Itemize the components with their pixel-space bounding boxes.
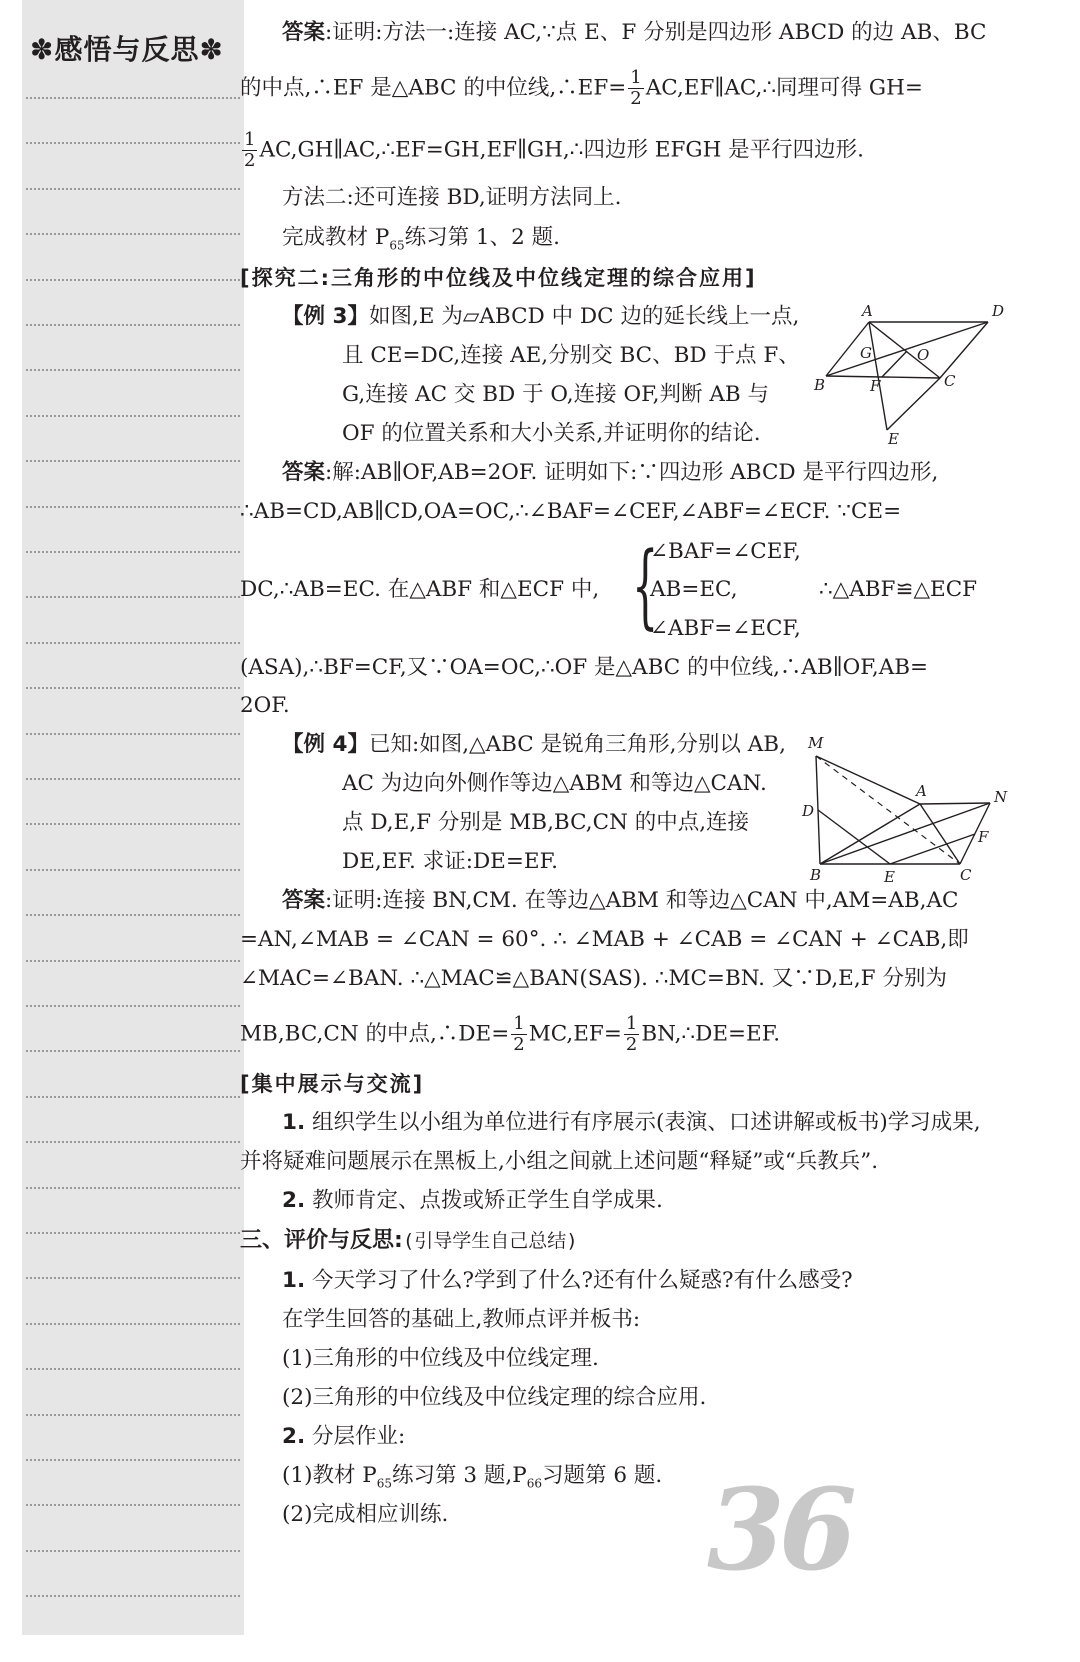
text-seg: AC,EF∥AC,∴同理可得 GH=	[645, 75, 923, 101]
note-line	[26, 642, 240, 644]
answer-3-line-2: ∴AB=CD,AB∥CD,OA=OC,∴∠BAF=∠CEF,∠ABF=∠ECF. ∵CE=	[240, 499, 902, 524]
answer-4-line-4	[240, 1014, 780, 1055]
text-seg: 完成教材 P	[282, 225, 390, 250]
note-line	[26, 1459, 240, 1461]
example-label: 【例 4】	[282, 732, 369, 757]
eval-question-1	[282, 1266, 853, 1296]
answer-3-line-3: DC,∴AB=EC. 在△ABF 和△ECF 中,	[240, 577, 600, 602]
note-line	[26, 1232, 240, 1234]
text-seg: 组织学生以小组为单位进行有序展示(表演、口述讲解或板书)学习成果,	[311, 1110, 981, 1135]
eval-teacher-note: 在学生回答的基础上,教师点评并板书:	[282, 1307, 641, 1332]
answer-1-line-3	[240, 130, 864, 171]
section-subtitle: (引导学生自己总结)	[402, 1230, 578, 1252]
system-eq-1: ∠BAF=∠CEF,	[650, 539, 801, 564]
evaluation-heading	[240, 1226, 578, 1256]
label-D: D	[992, 302, 1005, 320]
example-4-line-1	[282, 730, 786, 760]
label-D: D	[802, 802, 815, 820]
answer-3-line-4: (ASA),∴BF=CF,又∵OA=OC,∴OF 是△ABC 的中位线,∴AB∥OF,AB=	[240, 655, 929, 680]
label-B: B	[814, 376, 826, 394]
fraction-half	[628, 68, 643, 109]
note-line	[26, 1368, 240, 1370]
note-line	[26, 869, 240, 871]
textbook-exercise-line	[282, 223, 560, 260]
example-4-line-3: 点 D,E,F 分别是 MB,BC,CN 的中点,连接	[342, 810, 750, 835]
note-line	[26, 1595, 240, 1597]
label-F: F	[870, 377, 881, 395]
eval-summary-2: (2)三角形的中位线及中位线定理的综合应用.	[282, 1385, 707, 1410]
label-E: E	[884, 868, 895, 886]
homework-item-1	[282, 1461, 662, 1498]
note-line	[26, 596, 240, 598]
text-seg: MC,EF=	[528, 1021, 622, 1047]
label-G: G	[860, 344, 872, 362]
congruence-conclusion: ∴△ABF≌△ECF	[819, 577, 978, 602]
method-two-line: 方法二:还可连接 BD,证明方法同上.	[282, 185, 622, 210]
eval-summary-1: (1)三角形的中位线及中位线定理.	[282, 1346, 599, 1371]
showcase-item-2	[282, 1186, 663, 1216]
note-line	[26, 460, 240, 462]
text-seg: BN,∴DE=EF.	[641, 1021, 781, 1047]
text-seg: 今天学习了什么?学到了什么?还有什么疑惑?有什么感受?	[311, 1268, 853, 1293]
example-3-line-1	[282, 302, 799, 332]
page-number: 36	[707, 1465, 851, 1596]
text-seg: 已知:如图,△ABC 是锐角三角形,分别以 AB,	[368, 732, 786, 757]
parallelogram-figure	[812, 298, 1062, 450]
showcase-item-1-line-2: 并将疑难问题展示在黑板上,小组之间就上述问题“释疑”或“兵教兵”.	[240, 1149, 879, 1174]
note-line	[26, 551, 240, 553]
note-line	[26, 1141, 240, 1143]
page-subscript: 65	[389, 238, 405, 253]
label-B: B	[810, 866, 822, 884]
note-line	[26, 1050, 240, 1052]
sidebar-title: ✽感悟与反思✽	[30, 33, 224, 66]
note-line	[26, 1277, 240, 1279]
answer-3-line-5: 2OF.	[240, 693, 290, 718]
example-4-line-4: DE,EF. 求证:DE=EF.	[342, 849, 558, 874]
section-heading-inquiry-2: [探究二:三角形的中位线及中位线定理的综合应用]	[240, 266, 757, 290]
frac-den: 2	[630, 88, 642, 109]
example-4-line-2: AC 为边向外侧作等边△ABM 和等边△CAN.	[342, 771, 767, 796]
page-subscript: 65	[376, 1476, 393, 1491]
answer-text: :证明:方法一:连接 AC,∵点 E、F 分别是四边形 ABCD 的边 AB、BC	[325, 20, 987, 45]
label-C: C	[944, 372, 956, 390]
item-number: 1.	[282, 1268, 306, 1293]
system-eq-2: AB=EC,	[650, 577, 738, 602]
example-label: 【例 3】	[282, 304, 369, 329]
text-seg: 教师肯定、点拨或矫正学生自学成果.	[311, 1188, 663, 1213]
note-line	[26, 369, 240, 371]
example-3-line-3: G,连接 AC 交 BD 于 O,连接 OF,判断 AB 与	[342, 382, 769, 407]
page-subscript: 66	[526, 1476, 542, 1491]
frac-num: 1	[244, 129, 256, 150]
frac-num: 1	[625, 1013, 638, 1034]
text-seg: (1)教材 P	[282, 1463, 377, 1488]
note-line	[26, 415, 240, 417]
frac-num: 1	[513, 1013, 525, 1034]
example-3-line-4: OF 的位置关系和大小关系,并证明你的结论.	[342, 421, 761, 446]
section-heading-showcase: [集中展示与交流]	[240, 1072, 425, 1096]
frac-den: 2	[625, 1034, 638, 1055]
fraction-half	[511, 1014, 526, 1055]
note-line	[26, 97, 240, 99]
text-seg: 练习第 3 题,P	[392, 1463, 527, 1488]
label-N: N	[994, 788, 1008, 806]
label-M: M	[808, 734, 824, 752]
frac-den: 2	[513, 1034, 525, 1055]
eval-homework-heading	[282, 1422, 405, 1452]
label-A: A	[916, 782, 927, 800]
text-seg: MB,BC,CN 的中点,∴DE=	[240, 1021, 510, 1047]
note-line	[26, 1323, 240, 1325]
answer-4-line-3: ∠MAC=∠BAN. ∴△MAC≌△BAN(SAS). ∴MC=BN. 又∵D,E,F 分别为	[240, 966, 947, 991]
fraction-half	[624, 1014, 639, 1055]
note-line	[26, 324, 240, 326]
item-number: 2.	[282, 1188, 306, 1213]
note-line	[26, 142, 240, 144]
answer-label: 答案	[282, 888, 326, 913]
reflection-sidebar	[22, 0, 244, 1635]
item-number: 1.	[282, 1110, 306, 1135]
text-seg: 练习第 1、2 题.	[404, 225, 560, 250]
label-C: C	[960, 866, 972, 884]
text-seg: 的中点,∴EF 是△ABC 的中位线,∴EF=	[240, 75, 627, 101]
answer-1-line-1	[282, 18, 986, 48]
answer-4-line-1	[282, 886, 958, 916]
frac-num: 1	[630, 67, 642, 88]
note-line	[26, 687, 240, 689]
system-eq-3: ∠ABF=∠ECF,	[650, 616, 801, 641]
system-brace: {	[632, 532, 659, 639]
note-line	[26, 778, 240, 780]
note-line	[26, 1096, 240, 1098]
showcase-item-1-line-1	[282, 1108, 981, 1138]
answer-1-line-2	[240, 68, 923, 109]
note-line	[26, 279, 240, 281]
homework-item-2: (2)完成相应训练.	[282, 1502, 449, 1527]
frac-den: 2	[244, 150, 256, 171]
note-line	[26, 233, 240, 235]
note-line	[26, 733, 240, 735]
note-line	[26, 506, 240, 508]
example-3-line-2: 且 CE=DC,连接 AE,分别交 BC、BD 于点 F、	[342, 343, 800, 368]
answer-3-line-1	[282, 458, 938, 488]
text-seg: :解:AB∥OF,AB=2OF. 证明如下:∵四边形 ABCD 是平行四边形,	[325, 460, 939, 485]
label-F: F	[978, 828, 989, 846]
note-line	[26, 960, 240, 962]
triangle-figure	[800, 726, 1062, 886]
answer-label: 答案	[282, 20, 326, 45]
fraction-half	[242, 130, 257, 171]
text-seg: AC,GH∥AC,∴EF=GH,EF∥GH,∴四边形 EFGH 是平行四边形.	[259, 137, 864, 163]
note-line	[26, 1005, 240, 1007]
text-seg: 习题第 6 题.	[541, 1463, 663, 1488]
note-line	[26, 1504, 240, 1506]
text-seg: :证明:连接 BN,CM. 在等边△ABM 和等边△CAN 中,AM=AB,AC	[325, 888, 959, 913]
note-line	[26, 823, 240, 825]
note-line	[26, 1550, 240, 1552]
text-seg: 如图,E 为▱ABCD 中 DC 边的延长线上一点,	[368, 304, 800, 329]
item-number: 2.	[282, 1424, 306, 1449]
note-line	[26, 914, 240, 916]
note-line	[26, 1187, 240, 1189]
label-O: O	[917, 346, 930, 364]
text-seg: 分层作业:	[311, 1424, 406, 1449]
label-E: E	[888, 430, 899, 448]
section-title: 三、评价与反思:	[240, 1228, 403, 1253]
answer-4-line-2: =AN,∠MAB = ∠CAN = 60°. ∴ ∠MAB + ∠CAB = ∠CAN + ∠CAB,即	[240, 927, 969, 952]
note-line	[26, 1414, 240, 1416]
label-A: A	[862, 302, 873, 320]
note-line	[26, 188, 240, 190]
answer-label: 答案	[282, 460, 326, 485]
